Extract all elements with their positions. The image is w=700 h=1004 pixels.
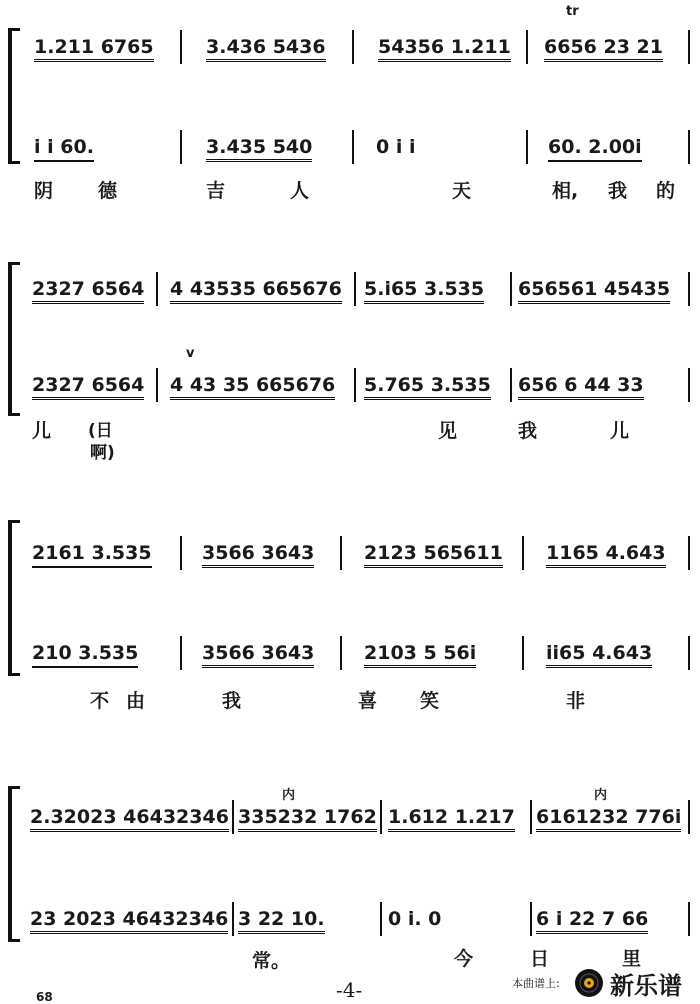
measure-4: 6 i 22 7 66: [536, 908, 648, 934]
measure-3: 2103 5 56i: [364, 642, 476, 668]
barline: [180, 30, 182, 64]
barline: [232, 800, 234, 834]
measure-2: 4 43535 665676: [170, 278, 342, 304]
lyric: 我: [518, 420, 538, 442]
measure-4: 656 6 44 33: [518, 374, 644, 400]
barline: [688, 368, 690, 402]
lyric: (日: [88, 421, 113, 441]
barline: [688, 272, 690, 306]
measure-2: 3566 3643: [202, 542, 314, 568]
breath-mark: v: [186, 346, 195, 361]
barline: [688, 130, 690, 164]
measure-1: 2327 6564: [32, 374, 144, 400]
measure-3: 0 i. 0: [388, 908, 442, 930]
measure-4: ii65 4.643: [546, 642, 652, 668]
barline: [688, 902, 690, 936]
barline: [688, 30, 690, 64]
record-disc-icon: [574, 968, 604, 998]
measure-1: 2.32023 46432346: [30, 806, 229, 832]
measure-3: 2123 565611: [364, 542, 503, 568]
measure-4: 1165 4.643: [546, 542, 666, 568]
measure-1: 2327 6564: [32, 278, 144, 304]
lyric: 德: [98, 180, 118, 202]
measure-2: 3.436 5436: [206, 36, 326, 62]
lyric: 人: [290, 180, 310, 202]
corner-page-number: 68: [36, 990, 53, 1004]
lyric: 吉: [206, 180, 226, 202]
melody-staff: [0, 536, 700, 570]
measure-4: 656561 45435: [518, 278, 670, 304]
lyric: 喜: [358, 690, 378, 712]
lyric: 常。: [252, 950, 291, 972]
lyric: 今: [454, 948, 474, 970]
barline: [180, 536, 182, 570]
barline: [352, 130, 354, 164]
lyric: 我: [222, 690, 242, 712]
barline: [526, 30, 528, 64]
lyric: 见: [438, 420, 458, 442]
barline: [354, 368, 356, 402]
measure-1: 23 2023 46432346: [30, 908, 228, 934]
barline: [340, 536, 342, 570]
melody-staff: [0, 800, 700, 834]
measure-3: 5.i65 3.535: [364, 278, 484, 304]
barline: [688, 636, 690, 670]
lyric: 的: [656, 180, 676, 202]
barline: [530, 800, 532, 834]
barline: [232, 902, 234, 936]
lyric: 相,: [552, 180, 579, 202]
measure-3: 0 i i: [376, 136, 416, 158]
barline: [510, 272, 512, 306]
barline: [510, 368, 512, 402]
barline: [352, 30, 354, 64]
measure-1: 2161 3.535: [32, 542, 152, 568]
barline: [688, 800, 690, 834]
measure-3: 54356 1.211: [378, 36, 511, 62]
watermark-brand: 新乐谱: [610, 972, 682, 1000]
barline: [522, 536, 524, 570]
measure-4: 6656 23 21: [544, 36, 663, 62]
lyric: 里: [622, 948, 642, 970]
trill-mark: tr: [566, 4, 579, 19]
barline: [156, 272, 158, 306]
barline: [380, 800, 382, 834]
measure-2: 3 22 10.: [238, 908, 325, 934]
barline: [180, 636, 182, 670]
barline: [380, 902, 382, 936]
accompaniment-staff: [0, 130, 700, 164]
measure-2: 4 43 35 665676: [170, 374, 335, 400]
lyric: 儿: [32, 420, 52, 442]
barline: [156, 368, 158, 402]
barline: [526, 130, 528, 164]
barline: [180, 130, 182, 164]
accompaniment-staff: [0, 902, 700, 936]
measure-2: 335232 1762: [238, 806, 377, 832]
measure-1: 1.211 6765: [34, 36, 154, 62]
lyric: 非: [566, 690, 586, 712]
page-number: -4-: [336, 978, 363, 1002]
barline: [522, 636, 524, 670]
lyric: 不: [90, 690, 110, 712]
lyric: 阴: [34, 180, 54, 202]
lyric: 啊): [90, 443, 115, 463]
lyric: 日: [530, 948, 550, 970]
lyric: 笑: [420, 690, 440, 712]
barline: [688, 536, 690, 570]
measure-3: 1.612 1.217: [388, 806, 515, 832]
measure-1: 210 3.535: [32, 642, 138, 668]
lyric: 由: [126, 690, 146, 712]
inner-mark: 内: [282, 788, 296, 803]
accompaniment-staff: [0, 636, 700, 670]
lyric: 我: [608, 180, 628, 202]
lyric: 天: [452, 180, 472, 202]
melody-staff: [0, 30, 700, 64]
measure-4: 6161232 776i: [536, 806, 681, 832]
barline: [354, 272, 356, 306]
measure-2: 3566 3643: [202, 642, 314, 668]
measure-4: 60. 2.00i: [548, 136, 642, 162]
melody-staff: [0, 272, 700, 306]
lyric: 儿: [610, 420, 630, 442]
barline: [340, 636, 342, 670]
inner-mark: 内: [594, 788, 608, 803]
watermark-text: 本曲谱上:: [512, 977, 560, 990]
measure-3: 5.765 3.535: [364, 374, 491, 400]
measure-1: i i 60.: [34, 136, 94, 162]
barline: [530, 902, 532, 936]
accompaniment-staff: [0, 368, 700, 402]
measure-2: 3.435 540: [206, 136, 312, 162]
